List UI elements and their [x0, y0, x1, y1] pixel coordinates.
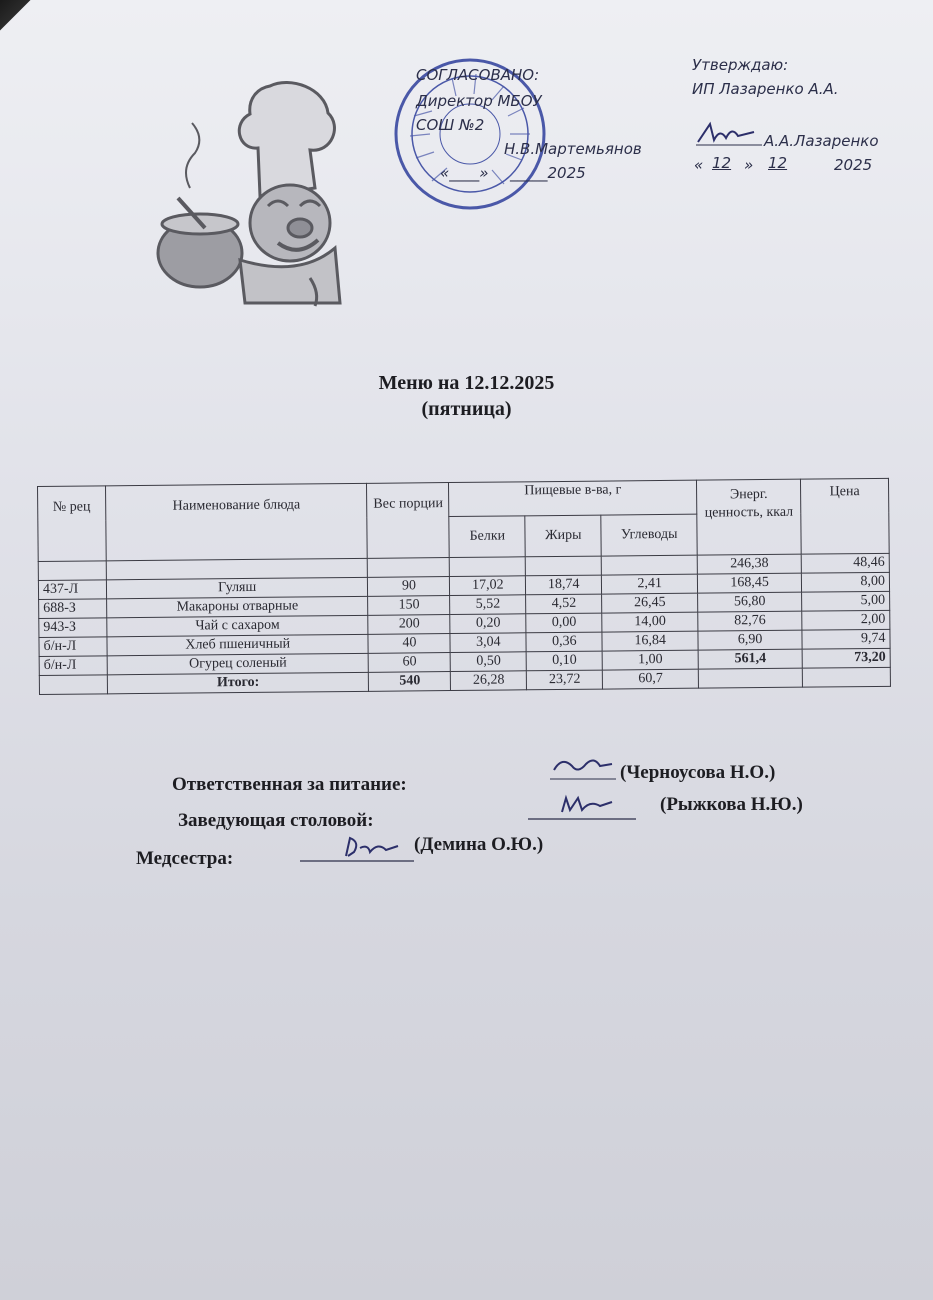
cell-energy: 82,76: [698, 611, 802, 631]
cell-energy: 6,90: [698, 630, 802, 650]
cell-fat: 0,10: [526, 651, 602, 671]
cell-name: Хлеб пшеничный: [107, 634, 369, 656]
lazarenko-signature: [694, 118, 764, 148]
approval-left-line2: Директор МБОУ: [416, 92, 542, 110]
approval-right-day: 12: [712, 154, 732, 172]
header-weight: Вес порции: [367, 483, 450, 559]
cell-name: Огурец соленый: [107, 653, 369, 675]
total-label: Итого:: [107, 672, 369, 694]
cell-protein: 5,52: [450, 595, 526, 615]
cell-weight: 150: [368, 596, 450, 616]
header-energy: Энерг. ценность, ккал: [697, 479, 802, 555]
total-carbs: 60,7: [603, 669, 699, 689]
cell-weight: 60: [369, 653, 451, 673]
total-protein: 26,28: [451, 671, 527, 691]
cell-weight: 90: [368, 577, 450, 597]
responsible-role-2: Заведующая столовой:: [178, 810, 374, 831]
cell-protein: 17,02: [450, 576, 526, 596]
page-corner-shadow: [0, 0, 40, 60]
cell-price: 73,20: [802, 648, 890, 668]
cell-protein: 3,04: [450, 633, 526, 653]
header-nutrients: Пищевые в-ва, г: [449, 480, 697, 516]
approval-left-line1: СОГЛАСОВАНО:: [416, 66, 540, 84]
demina-signature: [298, 832, 416, 864]
approval-left-year: _____2025: [510, 164, 586, 182]
responsible-role-1: Ответственная за питание:: [172, 774, 407, 795]
header-name: Наименование блюда: [105, 483, 367, 561]
cell-carbs: 16,84: [602, 631, 698, 651]
responsible-role-3: Медсестра:: [136, 848, 234, 869]
cell-num: 688-З: [39, 599, 107, 619]
cell-num: 437-Л: [38, 580, 106, 600]
approval-right-line2: ИП Лазаренко А.А.: [692, 80, 839, 98]
total-weight: 540: [369, 672, 451, 692]
cell-fat: 18,74: [526, 575, 602, 595]
cell-carbs: 2,41: [602, 574, 698, 594]
cell-name: Чай с сахаром: [107, 615, 369, 637]
cell-protein: 0,20: [450, 614, 526, 634]
cell-carbs: 26,45: [602, 593, 698, 613]
cell-price: 2,00: [802, 610, 890, 630]
cell-fat: 0,36: [526, 632, 602, 652]
first-price: 48,46: [801, 553, 889, 573]
cell-fat: 0,00: [526, 613, 602, 633]
responsible-person-3: (Демина О.Ю.): [414, 834, 544, 855]
chernousova-signature: [548, 752, 618, 782]
approval-left-line3: СОШ №2: [416, 116, 485, 134]
approval-right-date-close: »: [744, 156, 754, 174]
cell-fat: 4,52: [526, 594, 602, 614]
cell-name: Макароны отварные: [106, 596, 368, 618]
cell-price: 8,00: [801, 572, 889, 592]
cell-price: 9,74: [802, 629, 890, 649]
header-num: № рец: [38, 486, 107, 562]
cell-carbs: 14,00: [602, 612, 698, 632]
cell-num: 943-З: [39, 618, 107, 638]
menu-table: [37, 478, 891, 695]
cell-weight: 200: [368, 615, 450, 635]
page-title: Меню на 12.12.2025: [378, 372, 555, 394]
total-fat: 23,72: [527, 670, 603, 690]
responsible-person-1: (Черноусова Н.О.): [620, 762, 776, 783]
cell-protein: 0,50: [451, 652, 527, 672]
cell-energy: 168,45: [698, 573, 802, 593]
cell-name: Гуляш: [106, 577, 368, 599]
header-protein: Белки: [449, 516, 525, 558]
approval-right-month: 12: [768, 154, 788, 172]
header-fat: Жиры: [525, 515, 601, 557]
approval-right-date-open: «: [694, 156, 704, 174]
approval-right-line1: Утверждаю:: [692, 56, 789, 74]
approval-right-year: 2025: [834, 156, 873, 174]
approval-left-signer: Н.В.Мартемьянов: [504, 140, 642, 158]
cell-num: б/н-Л: [39, 656, 107, 676]
cell-weight: 40: [368, 634, 450, 654]
cell-price: 5,00: [802, 591, 890, 611]
page-subtitle: (пятница): [421, 398, 512, 420]
header-price: Цена: [801, 478, 890, 554]
table-header-row: [38, 478, 889, 520]
approval-right-signer: А.А.Лазаренко: [764, 132, 879, 150]
cell-energy: 561,4: [698, 649, 802, 669]
approval-left-date: «____»: [440, 164, 489, 182]
header-carbs: Углеводы: [601, 514, 697, 556]
first-energy: 246,38: [697, 554, 801, 574]
chef-illustration: [150, 78, 350, 308]
responsible-person-2: (Рыжкова Н.Ю.): [660, 794, 803, 815]
cell-num: б/н-Л: [39, 637, 107, 657]
cell-energy: 56,80: [698, 592, 802, 612]
cell-carbs: 1,00: [602, 650, 698, 670]
ryzhkova-signature: [526, 790, 638, 822]
